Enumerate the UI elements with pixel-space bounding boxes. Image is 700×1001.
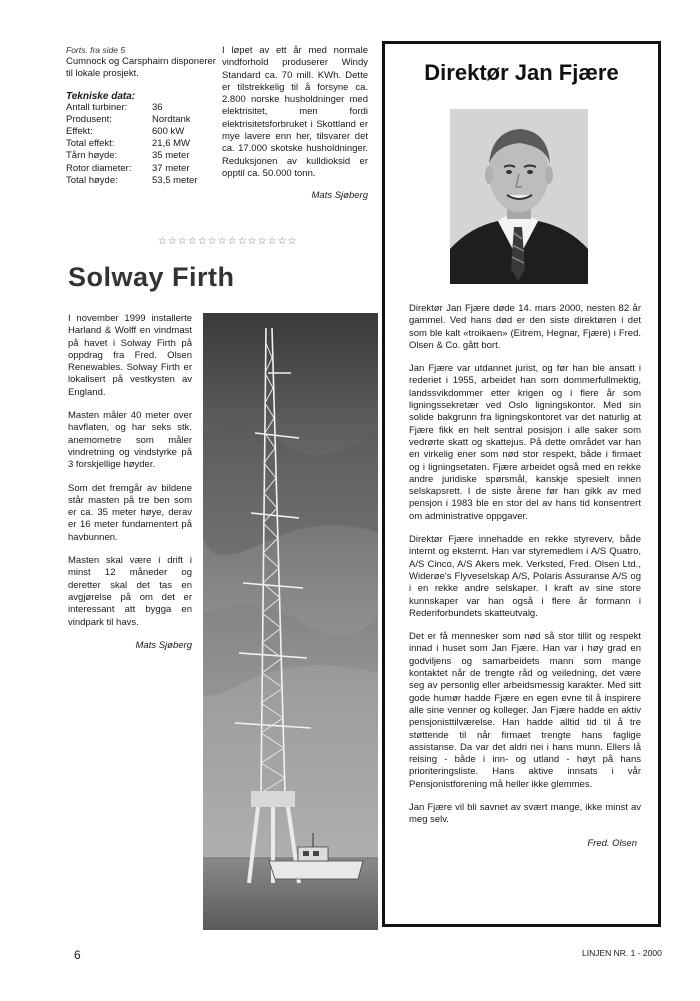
portrait-photo: [450, 109, 588, 284]
middle-paragraph: I løpet av ett år med normale vindforhold produserer Windy Standard ca. 70 mill. KWh. Dette er tilstrekkelig til å forsyne ca. 2.800 norske husholdninger med elektrisitet, men fordi elektrisitetsforbruket i Skottland er mye lavere enn her, tilsvarer det ca. 17.000 skotske husholdninger. Reduksjonen av kulldioksid er opptil ca. 50.000 tonn.: [222, 45, 368, 179]
intro-text: Cumnock og Carsphairn disponerer til lokale prosjekt.: [66, 56, 216, 80]
spec-row: [66, 126, 197, 138]
spec-row: [66, 150, 197, 162]
spec-row: [66, 102, 197, 114]
middle-signature: Mats Sjøberg: [311, 190, 368, 202]
obituary-title: Direktør Jan Fjære: [424, 60, 619, 85]
spec-value: 36: [152, 101, 163, 113]
spec-value: 37 meter: [152, 162, 190, 174]
spec-row: [66, 114, 197, 126]
spec-value: 35 meter: [152, 150, 190, 162]
continuation-block: [66, 45, 216, 187]
page-number: 6: [74, 948, 81, 962]
solway-paragraph: Masten måler 40 meter over havflaten, og har seks stk. anemometre som måler vindretning og vindstyrke på 3 forskjellige høyder.: [68, 410, 192, 471]
spec-label: Total høyde:: [66, 174, 118, 186]
solway-signature: Mats Sjøberg: [135, 639, 192, 651]
spec-value: Nordtank: [152, 113, 191, 125]
continued-label: Forts. fra side 5: [66, 45, 126, 55]
spec-row: [66, 138, 197, 150]
obituary-signature: Fred. Olsen: [587, 837, 637, 849]
solway-paragraph: Masten skal være i drift i minst 12 måneder og deretter skal det tas en avgjørelse på om det er interessant att bygga en vindpark til havs.: [68, 555, 192, 628]
obituary-paragraph: Det er få mennesker som nød så stor tillit og respekt innad i huset som Jan Fjære. Han var i høy grad en godviljens og samarbeidets mann som mange kontaktet når de trengte råd og veiledning, det være seg av personlig eller arbeidsmessig karakter. Med sitt gode humør hadde Fjære en egen evne til å inspirere alle sine venner og kolleger. Jan Fjære hadde en aktiv pensjonisttilværelse. Han hadde alltid tid til å tre støttende til når firmaet trengte hans faglige assistanse. Da var det aldri nei i hans munn. Ellers lå reising - både i inn- og utland - høyt på hans prioriteringsliste. Hans aktive innsats i vår Pensjonistforening må heller ikke glemmes.: [409, 631, 641, 790]
obituary-paragraph: Jan Fjære vil bli savnet av svært mange, ikke minst av meg selv.: [409, 801, 641, 826]
obituary-box: [382, 41, 661, 927]
specs-heading: Tekniske data:: [66, 90, 136, 102]
star-separator: ☆☆☆☆☆☆☆☆☆☆☆☆☆☆: [158, 236, 298, 247]
wind-mast-photo: [203, 313, 378, 930]
obituary-text: [409, 303, 641, 850]
spec-label: Antall turbiner:: [66, 101, 128, 113]
spec-label: Total effekt:: [66, 138, 115, 150]
spec-label: Tårn høyde:: [66, 150, 118, 162]
windy-standard-text: [222, 45, 368, 203]
spec-label: Produsent:: [66, 113, 112, 125]
spec-value: 600 kW: [152, 126, 185, 137]
solway-title: Solway Firth: [68, 262, 235, 292]
solway-paragraph: Som det fremgår av bildene står masten på tre ben som er ca. 35 meter høye, derav er 16 meter fundamentert på havbunnen.: [68, 482, 192, 543]
spec-label: Effekt:: [66, 126, 93, 137]
solway-body: [68, 313, 192, 652]
spec-value: 21,6 MW: [152, 138, 191, 150]
issue-footer: LINJEN NR. 1 - 2000: [582, 948, 662, 958]
spec-row: [66, 175, 197, 187]
spec-value: 53,5 meter: [152, 174, 198, 186]
specs-table: [66, 102, 197, 187]
obituary-paragraph: Jan Fjære var utdannet jurist, og før han ble ansatt i rederiet i 1955, arbeidet han som dommerfullmektig, landssvikdommer etter krigen og i flere år som ligningssekretær ved Oslo ligningskontor. Med sin solide bakgrunn fra ligningskontoret var det naturlig at Fjære fikk en helt sentral posisjon i alle saker som vedrørte skatt og skattejus. På dette området var han en virkelig ener som nød stor respekt, både i firmaet og i ligningsetaten. Fjære arbeidet også med en rekke andre juridiske spørsmål, kanskje spesielt innen selskapsrett. I de siste årene før han gikk av med pensjon i 1983 ble en stor del av hans tid konsentrert om administrative oppgaver.: [409, 363, 641, 522]
spec-row: [66, 163, 197, 175]
obituary-paragraph: Direktør Fjære innehadde en rekke styreverv, både internt og eksternt. Han var styremedlem i A/S Quatro, A/S Cinco, A/S Akers mek. Verksted, Fred. Olsen Ltd., Widerøe's Flyveselskap A/S, Polaris Assuranse A/S og i en rekke andre selskaper. I kraft av sine store kunnskaper var han også i flere år formann i Rederiforbundets skatteutvalg.: [409, 534, 641, 619]
obituary-paragraph: Direktør Jan Fjære døde 14. mars 2000, nesten 82 år gammel. Ved hans død er den siste direktøren i det som ble kalt «troikaen» (Eitrem, Hegnar, Fjære) i Fred. Olsen & Co. gått bort.: [409, 303, 641, 351]
solway-paragraph: I november 1999 installerte Harland & Wolff en vindmast på havet i Solway Firth på oppdrag fra Fred. Olsen Renewables. Solway Firth er lokalisert på vestkysten av England.: [68, 313, 192, 398]
spec-label: Rotor diameter:: [66, 162, 132, 174]
